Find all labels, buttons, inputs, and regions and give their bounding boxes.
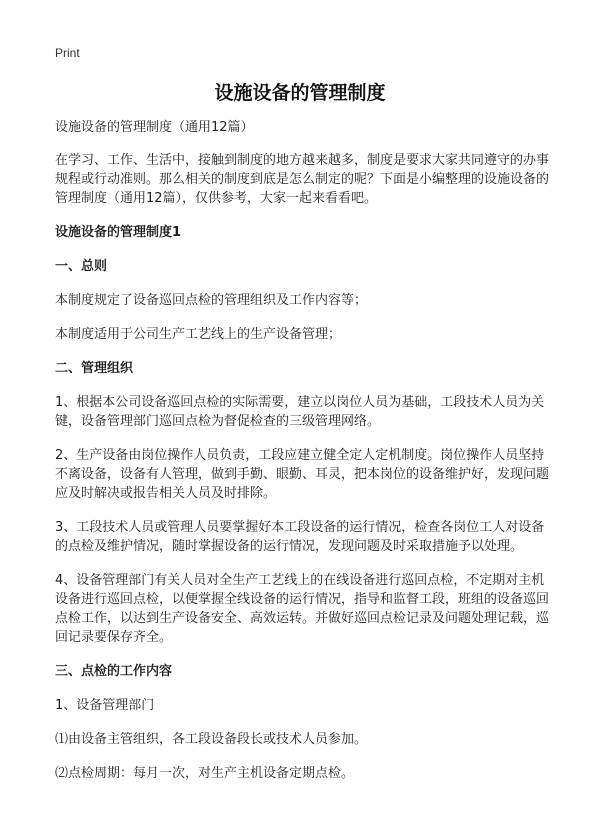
part1-paragraph: 本制度规定了设备巡回点检的管理组织及工作内容等； bbox=[55, 293, 368, 308]
part2-paragraph: 4、设备管理部门有关人员对全生产工艺线上的在线设备进行巡回点检，不定期对主机设备进行巡回点检，以便掌握全线设备的运行情况，指导和监督工段，班组的设备巡回点检工作，以达到生产设备安全、高效运转。并做好巡回点检记录及问题处理记载，巡回记录要保存齐全。 bbox=[55, 573, 550, 645]
intro-paragraph: 在学习、工作、生活中，接触到制度的地方越来越多，制度是要求大家共同遵守的办事规程或行动准则。那么相关的制度到底是怎么制定的呢？下面是小编整理的设施设备的管理制度（通用12篇），仅供参考，大家一起来看看吧。 bbox=[55, 153, 550, 206]
part3-heading: 三、点检的工作内容 bbox=[55, 664, 173, 679]
document-subtitle: 设施设备的管理制度（通用12篇） bbox=[55, 120, 254, 135]
section-heading: 设施设备的管理制度1 bbox=[55, 225, 182, 240]
part3-paragraph: ⑵点检周期：每月一次，对生产主机设备定期点检。 bbox=[55, 766, 355, 781]
part2-heading: 二、管理组织 bbox=[55, 361, 134, 376]
part2-paragraph: 2、生产设备由岗位操作人员负责，工段应建立健全定人定机制度。岗位操作人员坚持不离设备，设备有人管理，做到手勤、眼勤、耳灵，把本岗位的设备维护好，发现问题应及时解决或报告相关人员及时排除。 bbox=[55, 448, 550, 501]
document-body bbox=[55, 118, 555, 798]
part1-heading: 一、总则 bbox=[55, 259, 108, 274]
document-title: 设施设备的管理制度 bbox=[214, 82, 386, 104]
part3-paragraph: 1、设备管理部门 bbox=[55, 698, 155, 713]
part2-paragraph: 1、根据本公司设备巡回点检的实际需要，建立以岗位人员为基础，工段技术人员为关键，设备管理部门巡回点检为督促检查的三级管理网络。 bbox=[55, 395, 545, 429]
part3-paragraph: ⑴由设备主管组织，各工段设备段长或技术人员参加。 bbox=[55, 732, 368, 747]
part2-paragraph: 3、工段技术人员或管理人员要掌握好本工段设备的运行情况，检查各岗位工人对设备的点检及维护情况，随时掌握设备的运行情况，发现问题及时采取措施予以处理。 bbox=[55, 520, 545, 554]
part1-paragraph: 本制度适用于公司生产工艺线上的生产设备管理； bbox=[55, 327, 342, 342]
print-label: Print bbox=[55, 46, 80, 60]
